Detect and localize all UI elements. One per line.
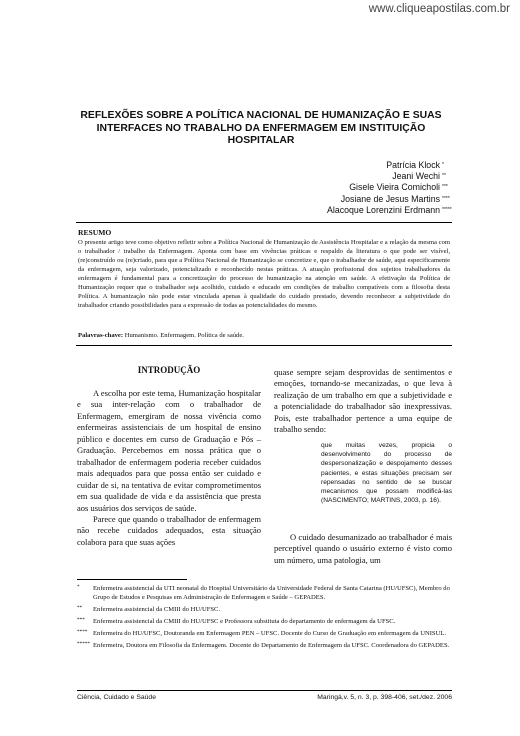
block-quote: que muitas vezes, propicia o desenvolvimento do processo de despersonalização e despojamento desses pacientes, e estas situações precisam ser repensadas no sentido de se buscar mecanismos que possam modificá-las (NASCIMENTO; MARTINS, 2003, p. 16). xyxy=(321,442,452,505)
footnote xyxy=(77,617,452,626)
footnote-separator xyxy=(77,579,187,580)
keywords-label: Palavras-chave: xyxy=(78,332,124,339)
author-name: Josiane de Jesus Martins xyxy=(340,193,440,204)
body-paragraph: quase sempre sejam desprovidas de sentimentos e emoções, tornando-se mecanizadas, o que leva à realização de um trabalho em que a subjetividade e a potencialidade do trabalhador são inexpressivas. Pois, este trabalhador pertence a uma equipe de trabalho sendo: xyxy=(274,367,452,435)
abstract-heading: RESUMO xyxy=(78,228,112,237)
footnote-mark: ** xyxy=(77,605,83,611)
body-paragraph: Parece que quando o trabalhador de enfermagem não recebe cuidados adequados, esta situação colabora para que suas ações xyxy=(77,513,261,547)
footnote-mark: **** xyxy=(77,629,88,635)
journal-name: Ciência, Cuidado e Saúde xyxy=(77,694,156,701)
author-footnote-mark: *** xyxy=(442,184,448,191)
author-name: Alacoque Lorenzini Erdmann xyxy=(327,204,440,215)
author-name: Patrícia Klock xyxy=(386,160,440,170)
footnote xyxy=(77,584,452,602)
footer-rule xyxy=(77,690,452,691)
footnote-mark: *** xyxy=(77,617,85,623)
footnote-text: Enfermeira assistencial da CMIII do HU/UFSC e Professora substituta do departamento de enfermagem da UFSC. xyxy=(93,618,396,625)
author-footnote-mark: **** xyxy=(442,195,450,202)
footnote-text: Enfermeira, Doutora em Filosofia da Enfermagem. Docente do Departamento de Enfermagem da UFSC. Coordenadora do GEPADES. xyxy=(93,642,450,649)
author-footnote-mark: * xyxy=(442,162,444,168)
footnote xyxy=(77,629,452,638)
body-paragraph: A escolha por este tema, Humanização hospitalar e sua inter-relação com o trabalhador de Enfermagem, emergiram de nossa vivência como enfermeiras assistenciais de um hospital de ensino público e docentes em curso de Graduação e Pós – Graduação. Percebemos em nossa prática que o trabalhador de enfermagem poderia receber cuidados mais adequados para que possa então ser cuidado e cuidar de si, na tentativa de evitar comprometimentos em sua qualidade de vida e da assistência que presta aos usuários dos serviços de saúde. xyxy=(77,388,261,513)
author-entry xyxy=(327,160,450,171)
footnote-text: Enfermeira do HU/UFSC, Doutoranda em Enfermagem PEN – UFSC. Docente do Curso de Graduação em enfermagem da UNISUL. xyxy=(93,630,447,637)
citation-info: Maringá,v. 5, n. 3, p. 398-406, set./dez. 2006 xyxy=(317,694,452,701)
author-entry xyxy=(327,171,450,182)
abstract-top-rule xyxy=(76,222,452,223)
section-heading-introduction: INTRODUÇÃO xyxy=(137,365,201,375)
site-watermark: www.cliqueapostilas.com.br xyxy=(368,3,510,15)
author-footnote-mark: ** xyxy=(442,173,446,180)
author-name: Jeani Wechi xyxy=(392,171,440,182)
keywords-list: Humanismo. Enfermagem. Política de saúde. xyxy=(124,332,244,339)
keywords xyxy=(78,331,450,340)
footnote-mark: ***** xyxy=(77,641,90,647)
author-name: Gisele Vieira Comicholi xyxy=(349,182,440,193)
footnotes xyxy=(77,584,452,653)
footnote-mark: * xyxy=(77,584,80,590)
right-column-top xyxy=(274,367,452,436)
abstract-text: O presente artigo teve como objetivo refletir sobre a Política Nacional de Humanização de Assistência Hospitalar e a relação da mesma com o trabalhador / trabalho da Enfermagem. Aponta com base em vivências práticas e respaldo da literatura o que pode ser visível, (re)construído ou (re)criado, para que a Política Nacional de Humanização se concretize e, que o trabalhador de saúde, aqui especificamente da enfermagem, seja valorizado, potencializado e reconhecido nestas práticas. A atuação profissional dos sujeitos trabalhadores da enfermagem é fundamental para a concretização do processo de humanização na atenção em saúde. A efetivação da Política de Humanização requer que o trabalhador seja acolhido, cuidado e educado em condições de trabalho compatíveis com a filosofia desta Política. A humanização não pode estar vinculada apenas à qualidade do cuidado prestado, devendo reconhecer a subjetividade do trabalhador criando possibilidades para a expressão de todas as potencialidades do mesmo. xyxy=(78,239,450,309)
author-footnote-mark: ***** xyxy=(442,206,452,213)
author-entry xyxy=(327,182,450,193)
left-column xyxy=(77,388,261,548)
author-entry xyxy=(327,194,450,205)
abstract-bottom-rule xyxy=(76,345,452,346)
footnote xyxy=(77,605,452,614)
right-column-bottom xyxy=(274,532,452,566)
article-title: REFLEXÕES SOBRE A POLÍTICA NACIONAL DE HUMANIZAÇÃO E SUAS INTERFACES NO TRABALHO DA ENFERMAGEM EM INSTITUIÇÃO HOSPITALAR xyxy=(80,110,442,146)
footnote-text: Enfermeira assistencial da UTI neonatal do Hospital Universitário da Universidade Federal de Santa Catarina (HU/UFSC), Membro do Grupo de Estudos e Pesquisas em Administração de Enfermagem e Saúde – GEPADES. xyxy=(93,585,450,601)
author-entry xyxy=(327,205,450,216)
footnote-text: Enfermeira assistencial da CMIII do HU/UFSC. xyxy=(93,606,221,613)
body-paragraph: O cuidado desumanizado ao trabalhador é mais perceptível quando o usuário externo é visto como um número, uma patologia, um xyxy=(274,532,452,565)
author-list xyxy=(327,160,450,216)
footnote xyxy=(77,641,452,650)
